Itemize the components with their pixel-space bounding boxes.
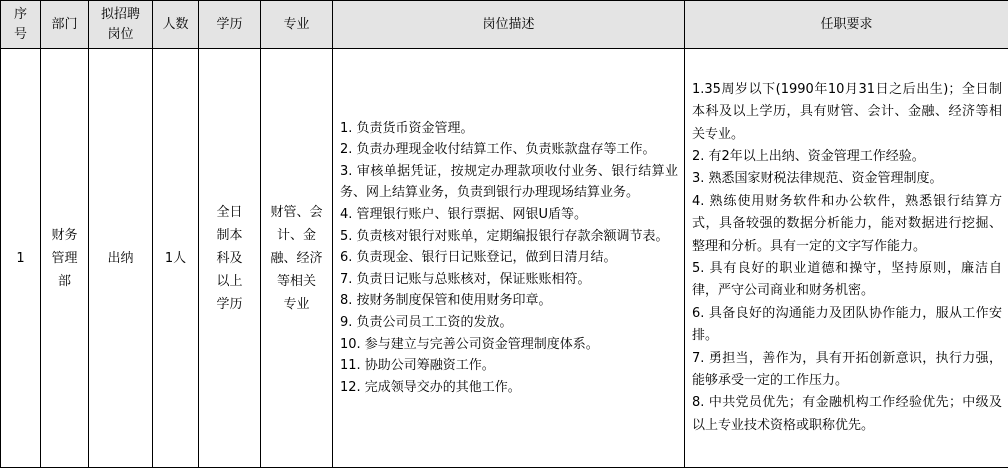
major-line: 财管、会 — [270, 204, 323, 220]
requirement-item: 6. 具备良好的沟通能力及团队协作能力，服从工作安排。 — [692, 305, 1002, 344]
education-line: 学历 — [216, 296, 243, 312]
cell-requirements — [685, 49, 1008, 468]
description-item: 11. 协助公司筹融资工作。 — [340, 358, 495, 374]
requirement-item: 8. 中共党员优先；有金融机构工作经验优先；中级及以上专业技术资格或职称优先。 — [692, 395, 1002, 433]
header-seq — [1, 1, 41, 49]
cell-description — [333, 49, 685, 468]
description-item: 2. 负责办理现金收付结算工作、负责账款盘存等工作。 — [340, 142, 656, 158]
major-line: 专业 — [283, 296, 310, 312]
education-line: 制本 — [216, 227, 243, 243]
description-item: 4. 管理银行账户、银行票据、网银U盾等。 — [340, 207, 588, 223]
dept-line: 管理 — [51, 250, 78, 266]
education-line: 科及 — [216, 250, 243, 266]
description-item: 9. 负责公司员工工资的发放。 — [340, 314, 513, 330]
requirement-item: 4. 熟练使用财务软件和办公软件，熟悉银行结算方式，具备较强的数据分析能力，能对数据进行挖掘、整理和分析。具有一定的文字写作能力。 — [692, 193, 1002, 254]
table-row — [1, 49, 1008, 468]
education-line: 全日 — [216, 204, 243, 220]
header-position-line-2: 岗位 — [107, 26, 134, 42]
header-dept: 部门 — [41, 1, 89, 49]
header-position-line-1: 拟招聘 — [100, 6, 140, 22]
requirement-item: 3. 熟悉国家财税法律规范、资金管理制度。 — [692, 171, 943, 187]
major-line: 融、经济 — [270, 250, 323, 266]
dept-line: 部 — [57, 273, 71, 289]
header-position — [89, 1, 153, 49]
description-item: 6. 负责现金、银行日记账登记，做到日清月结。 — [340, 250, 617, 266]
description-item: 5. 负责核对银行对账单，定期编报银行存款余额调节表。 — [340, 228, 669, 244]
header-seq-line-1: 序 — [13, 6, 27, 22]
description-item: 12. 完成领导交办的其他工作。 — [340, 379, 521, 395]
header-seq-line-2: 号 — [13, 26, 27, 42]
description-item: 3. 审核单据凭证，按规定办理款项收付业务、银行结算业务、网上结算业务，负责到银行办理现场结算业务。 — [340, 163, 678, 201]
requirement-item: 1.35周岁以下(1990年10月31日之后出生)；全日制本科及以上学历，具有财管、会计、金融、经济等相关专业。 — [692, 81, 1002, 142]
requirement-item: 7. 勇担当，善作为，具有开拓创新意识，执行力强，能够承受一定的工作压力。 — [692, 350, 1002, 389]
header-requirements: 任职要求 — [685, 1, 1008, 49]
requirement-item: 5. 具有良好的职业道德和操守，坚持原则，廉洁自律，严守公司商业和财务机密。 — [692, 261, 1002, 299]
cell-position: 出纳 — [89, 49, 153, 468]
description-item: 10. 参与建立与完善公司资金管理制度体系。 — [340, 336, 599, 352]
header-count: 人数 — [153, 1, 199, 49]
dept-line: 财务 — [51, 227, 78, 243]
cell-major — [261, 49, 333, 468]
header-major: 专业 — [261, 1, 333, 49]
cell-seq: 1 — [1, 49, 41, 468]
description-item: 7. 负责日记账与总账核对，保证账账相符。 — [340, 271, 591, 287]
header-description: 岗位描述 — [333, 1, 685, 49]
requirement-item: 2. 有2年以上出纳、资金管理工作经验。 — [692, 148, 925, 164]
cell-dept — [41, 49, 89, 468]
description-item: 1. 负责货币资金管理。 — [340, 120, 474, 136]
header-row — [1, 1, 1008, 49]
description-item: 8. 按财务制度保管和使用财务印章。 — [340, 293, 552, 309]
header-education: 学历 — [199, 1, 261, 49]
cell-count: 1人 — [153, 49, 199, 468]
cell-education — [199, 49, 261, 468]
major-line: 等相关 — [276, 273, 316, 289]
education-line: 以上 — [216, 273, 243, 289]
major-line: 计、金 — [276, 227, 316, 243]
